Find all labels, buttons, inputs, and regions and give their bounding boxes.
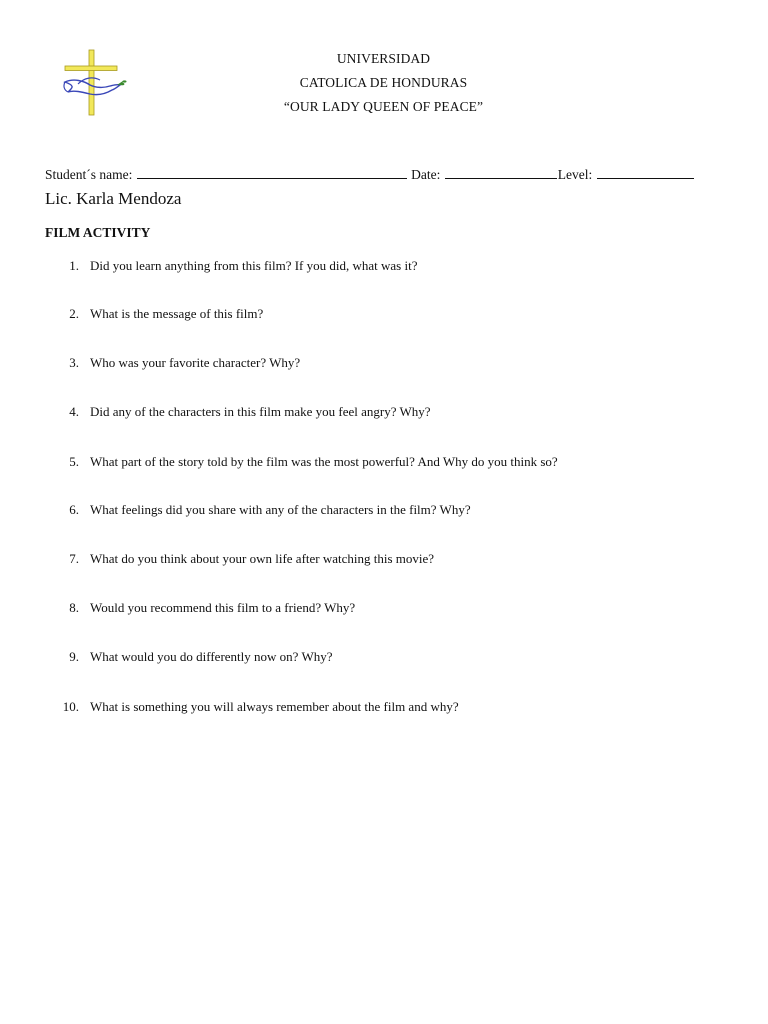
teacher-name: Lic. Karla Mendoza [45,189,182,208]
question-number: 3. [69,355,79,370]
question-text: Did any of the characters in this film make you feel angry? Why? [90,404,431,419]
question-number: 8. [69,600,79,615]
header-line-1: UNIVERSIDAD [336,51,431,66]
question-number: 2. [69,306,79,321]
question-text: What part of the story told by the film was the most powerful? And Why do you think so? [90,454,558,469]
question-text: What feelings did you share with any of the characters in the film? Why? [90,502,471,517]
header-line-3: “OUR LADY QUEEN OF PEACE” [283,99,484,114]
institution-header [0,47,768,119]
question-text: What would you do differently now on? Why? [90,649,333,664]
question-text: What do you think about your own life after watching this movie? [90,551,435,566]
question-text: Did you learn anything from this film? If you did, what was it? [90,258,418,273]
question-text: What is the message of this film? [90,306,264,321]
question-text: Who was your favorite character? Why? [90,355,301,370]
question-number: 9. [69,649,79,664]
question-number: 4. [69,404,79,419]
question-number: 10. [62,699,79,714]
question-text: What is something you will always remember about the film and why? [90,699,459,714]
question-text: Would you recommend this film to a friend? Why? [90,600,356,615]
level-blank[interactable] [597,166,694,179]
question-number: 6. [69,502,79,517]
question-number: 7. [69,551,79,566]
date-label: Date: [411,167,441,182]
activity-title: FILM ACTIVITY [45,225,151,240]
student-name-blank[interactable] [137,166,407,179]
header-line-2: CATOLICA DE HONDURAS [299,75,468,90]
student-info-row [45,166,725,184]
question-number: 1. [69,258,79,273]
student-name-label: Student´s name: [45,167,133,182]
date-blank[interactable] [445,166,557,179]
level-label: Level: [557,167,593,182]
question-number: 5. [69,454,79,469]
